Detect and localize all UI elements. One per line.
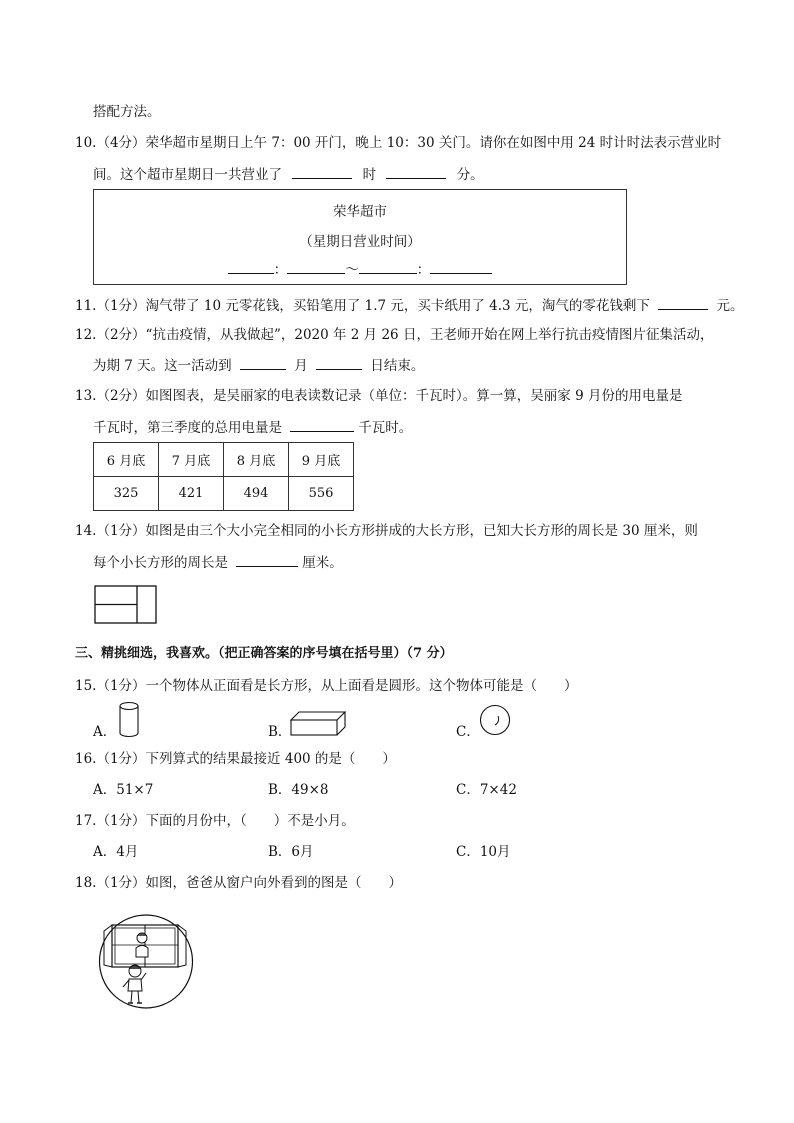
q17-question: 17.（1分）下面的月份中，（ ）不是小月。 [75,813,355,829]
q11-blank[interactable] [658,296,708,310]
table-cell: 556 [289,477,354,511]
table-cell: 421 [159,477,224,511]
q16-question: 16.（1分）下列算式的结果最接近 400 的是（ ） [75,751,396,767]
table-cell: 494 [224,477,289,511]
store-name: 荣华超市 [333,204,387,220]
rectangles-figure [94,585,158,625]
q16-option-a[interactable]: A．51×7 [93,782,154,798]
table-header-row [94,443,354,477]
q12-month-blank[interactable] [240,356,286,370]
q10-hours-blank[interactable] [292,165,352,179]
q12-line1: 12.（2分）“抗击疫情，从我做起”，2020 年 2 月 26 日，王老师开始在网上举行抗击疫情图片征集活动， [75,327,714,343]
q11-text: 11.（1分）淘气带了 10 元零花钱，买铅笔用了 1.7 元，买卡纸用了 4.3 元，淘气的零花钱剩下 [75,298,650,314]
q13-total-blank[interactable] [290,418,354,432]
table-header-cell: 8 月底 [224,443,289,477]
q12-text-b: 月 [294,358,308,374]
q15-option-c[interactable]: C． [456,724,480,740]
table-header-cell: 6 月底 [94,443,159,477]
q16-option-c[interactable]: C．7×42 [456,782,517,798]
table-cell: 325 [94,477,159,511]
meter-reading-table [93,442,354,511]
store-hours-blanks [94,258,626,278]
q11-line [75,296,744,315]
tilde: ～ [345,262,359,278]
cylinder-icon [117,701,141,739]
q11-tail: 元。 [716,298,744,314]
sphere-icon [478,703,512,737]
table-row [94,477,354,511]
q10-text-a: 间。这个超市星期日一共营业了 [93,167,282,183]
close-hour-blank[interactable] [359,260,417,274]
q10-line2 [93,165,484,184]
q15-option-b[interactable]: B． [268,724,292,740]
q13-line1: 13.（2分）如图图表，是吴丽家的电表读数记录（单位：千瓦时）。算一算，吴丽家 9 月份的用电量是 [75,388,683,404]
q12-line2 [93,356,424,375]
q10-text-b: 时 [362,167,377,183]
q16-option-b[interactable]: B．49×8 [268,782,329,798]
open-hour-blank[interactable] [228,260,274,274]
q15-option-a[interactable]: A． [93,724,117,740]
store-subtitle: （星期日营业时间） [299,234,421,250]
q9-tail: 搭配方法。 [93,104,161,120]
q13-text-b: 千瓦时。 [358,420,413,436]
section-3-heading: 三、精挑细选，我喜欢。（把正确答案的序号填在括号里）（7 分） [75,646,453,661]
cuboid-icon [289,710,349,738]
q13-line2 [93,418,412,437]
q12-text-a: 为期 7 天。这一活动到 [93,358,232,374]
open-minute-blank[interactable] [287,260,345,274]
q13-text-a: 千瓦时，第三季度的总用电量是 [93,420,282,436]
q10-minutes-blank[interactable] [386,165,446,179]
colon: ： [273,262,288,278]
q17-option-c[interactable]: C．10月 [456,844,511,860]
q14-blank[interactable] [236,553,298,567]
table-header-cell: 7 月底 [159,443,224,477]
window-view-illustration [98,913,194,1010]
q12-text-c: 日结束。 [370,358,425,374]
q17-option-a[interactable]: A．4月 [93,844,139,860]
q14-text-b: 厘米。 [302,555,343,571]
q17-option-b[interactable]: B．6月 [268,844,314,860]
colon: ： [416,262,431,278]
q12-day-blank[interactable] [316,356,362,370]
store-hours-box [93,189,627,285]
close-minute-blank[interactable] [430,260,492,274]
q14-line2 [93,553,343,572]
q10-text-c: 分。 [456,167,484,183]
q14-line1: 14.（1分）如图是由三个大小完全相同的小长方形拼成的大长方形，已知大长方形的周长是 30 厘米，则 [75,523,698,539]
q14-text-a: 每个小长方形的周长是 [93,555,228,571]
table-header-cell: 9 月底 [289,443,354,477]
q18-question: 18.（1分）如图，爸爸从窗户向外看到的图是（ ） [75,875,403,891]
q10-line1: 10.（4分）荣华超市星期日上午 7：00 开门，晚上 10：30 关门。请你在如图中用 24 时计时法表示营业时 [75,135,722,151]
q15-question: 15.（1分）一个物体从正面看是长方形，从上面看是圆形。这个物体可能是（ ） [75,678,578,694]
